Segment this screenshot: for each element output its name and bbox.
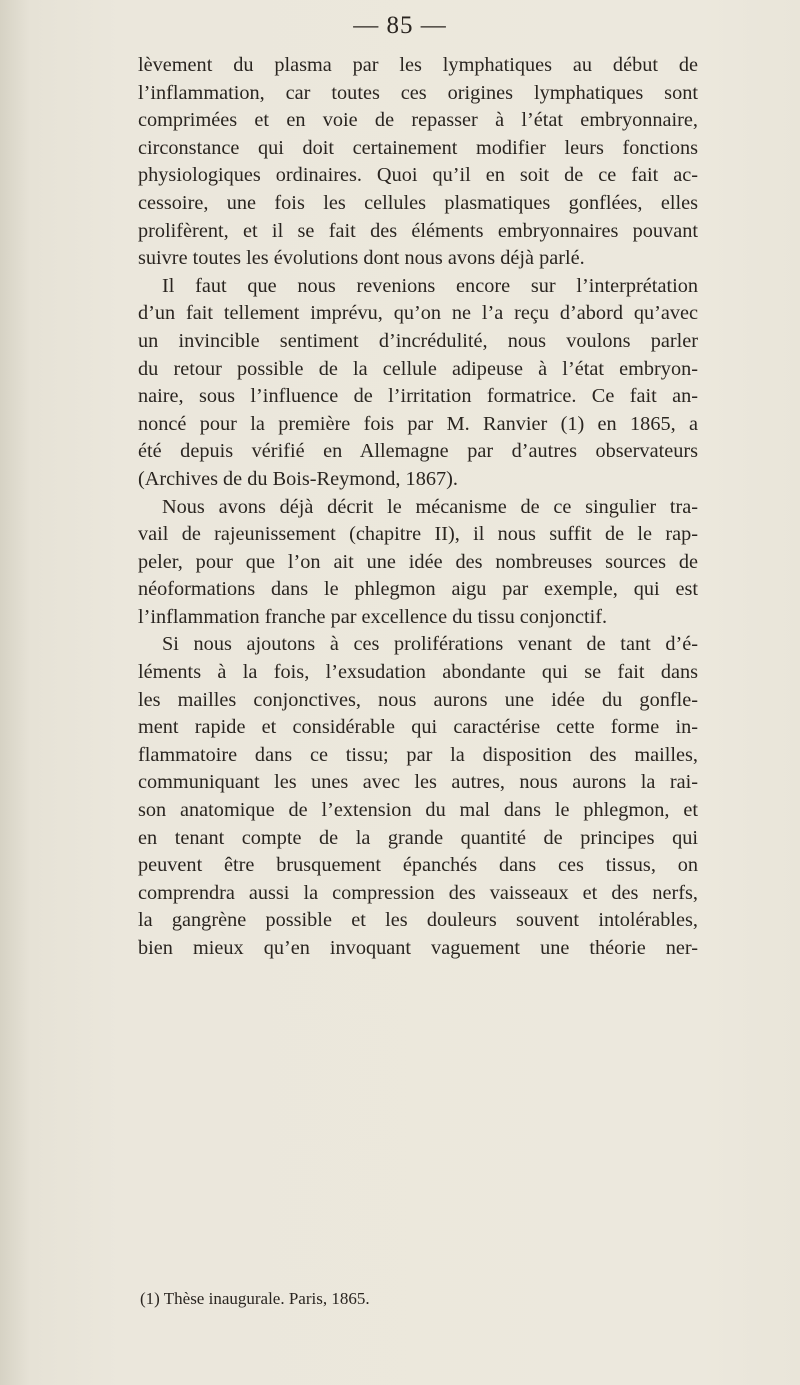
text-line: circonstance qui doit certainement modifier leurs fonctions — [138, 136, 698, 159]
text-line: ment rapide et considérable qui caractérise cette forme in- — [138, 716, 698, 739]
text-line: un invincible sentiment d’incrédulité, nous voulons parler — [138, 329, 698, 352]
text-line: les mailles conjonctives, nous aurons une idée du gonfle- — [138, 688, 698, 711]
text-line: (Archives de du Bois-Reymond, 1867). — [138, 467, 458, 490]
text-line: Nous avons déjà décrit le mécanisme de ce singulier tra- — [162, 495, 698, 518]
text-line: d’un fait tellement imprévu, qu’on ne l’a reçu d’abord qu’avec — [138, 302, 698, 325]
text-line: son anatomique de l’extension du mal dans le phlegmon, et — [138, 799, 698, 822]
text-line: peler, pour que l’on ait une idée des nombreuses sources de — [138, 550, 698, 573]
text-line: flammatoire dans ce tissu; par la disposition des mailles, — [138, 743, 698, 766]
text-line: la gangrène possible et les douleurs souvent intolérables, — [138, 909, 698, 932]
text-line: peuvent être brusquement épanchés dans ces tissus, on — [138, 854, 698, 877]
text-line: suivre toutes les évolutions dont nous avons déjà parlé. — [138, 247, 585, 270]
page-number: — 85 — — [353, 12, 447, 39]
text-line: léments à la fois, l’exsudation abondante qui se fait dans — [138, 661, 698, 684]
text-line: Si nous ajoutons à ces proliférations venant de tant d’é- — [162, 633, 698, 656]
text-line: comprimées et en voie de repasser à l’état embryonnaire, — [138, 109, 698, 132]
text-line: vail de rajeunissement (chapitre II), il nous suffit de le rap- — [138, 523, 698, 546]
body-text — [138, 52, 698, 963]
text-line: prolifèrent, et il se fait des éléments embryonnaires pouvant — [138, 219, 698, 242]
text-line: l’inflammation franche par excellence du tissu conjonctif. — [138, 605, 608, 628]
text-line: du retour possible de la cellule adipeuse à l’état embryon- — [138, 357, 698, 380]
text-line: été depuis vérifié en Allemagne par d’autres observateurs — [138, 440, 698, 463]
text-line: Il faut que nous revenions encore sur l’interprétation — [162, 274, 698, 297]
text-line: physiologiques ordinaires. Quoi qu’il en soit de ce fait ac- — [138, 164, 698, 187]
text-line: comprendra aussi la compression des vaisseaux et des nerfs, — [138, 881, 698, 904]
text-line: communiquant les unes avec les autres, nous aurons la rai- — [138, 771, 698, 794]
text-line: lèvement du plasma par les lymphatiques au début de — [138, 54, 698, 76]
text-line: bien mieux qu’en invoquant vaguement une théorie ner- — [138, 937, 698, 959]
text-line: cessoire, une fois les cellules plasmatiques gonflées, elles — [138, 191, 698, 214]
text-line: l’inflammation, car toutes ces origines lymphatiques sont — [138, 81, 698, 104]
text-line: naire, sous l’influence de l’irritation formatrice. Ce fait an- — [138, 385, 698, 408]
text-line: néoformations dans le phlegmon aigu par exemple, qui est — [138, 578, 698, 601]
text-line: noncé pour la première fois par M. Ranvier (1) en 1865, a — [138, 412, 698, 435]
footnote: (1) Thèse inaugurale. Paris, 1865. — [140, 1289, 370, 1308]
text-line: en tenant compte de la grande quantité de principes qui — [138, 826, 698, 849]
